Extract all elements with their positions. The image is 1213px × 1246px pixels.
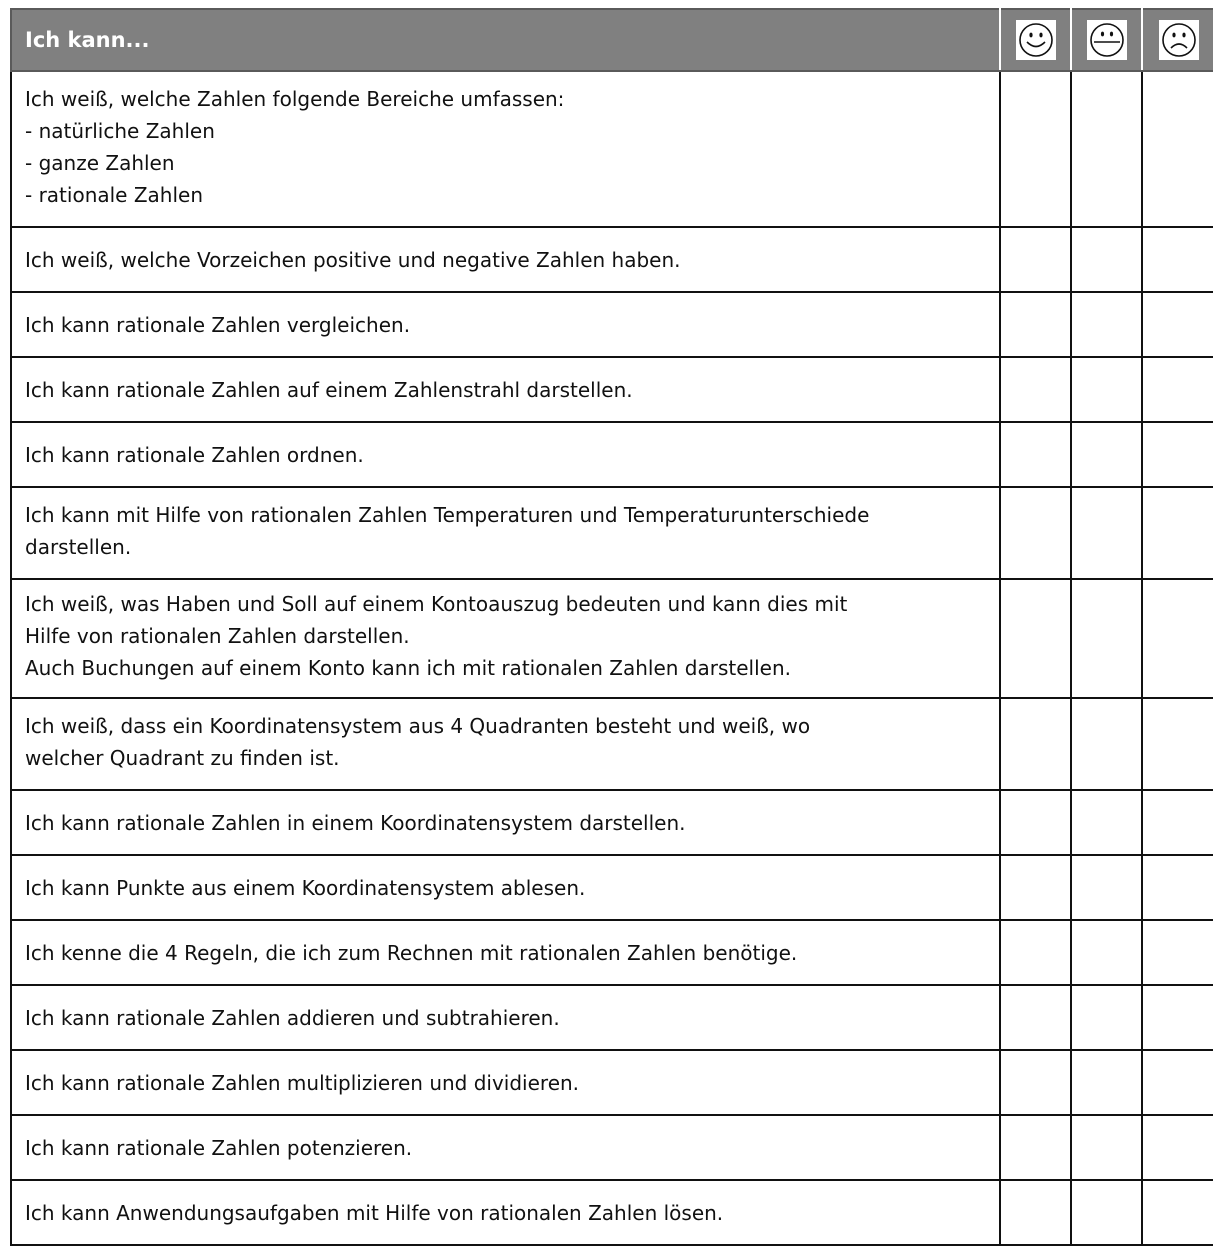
statement-cell xyxy=(11,357,1000,422)
rating-box-neutral[interactable] xyxy=(1071,790,1142,855)
table-row xyxy=(11,357,1213,422)
rating-box-sad[interactable] xyxy=(1142,71,1213,227)
table-row xyxy=(11,1115,1213,1180)
rating-column-happy xyxy=(1000,9,1071,71)
table-row xyxy=(11,71,1213,227)
rating-box-happy[interactable] xyxy=(1000,579,1071,698)
statement-line: Ich kann rationale Zahlen potenzieren. xyxy=(25,1135,413,1160)
statement-rows xyxy=(11,71,1213,1245)
rating-column-neutral xyxy=(1071,9,1142,71)
rating-box-neutral[interactable] xyxy=(1071,487,1142,579)
statement-cell xyxy=(11,579,1000,698)
self-assessment-table xyxy=(10,8,1213,1246)
rating-box-happy[interactable] xyxy=(1000,1115,1071,1180)
header-row xyxy=(11,9,1213,71)
statement-line: welcher Quadrant zu finden ist. xyxy=(25,745,340,770)
table-row xyxy=(11,855,1213,920)
table-row xyxy=(11,790,1213,855)
statement-line: Ich weiß, was Haben und Soll auf einem Kontoauszug bedeuten und kann dies mit xyxy=(25,592,848,616)
rating-box-neutral[interactable] xyxy=(1071,1180,1142,1245)
table-row xyxy=(11,227,1213,292)
statement-line: Ich kann rationale Zahlen ordnen. xyxy=(25,442,364,467)
statement-line: Ich weiß, welche Vorzeichen positive und negative Zahlen haben. xyxy=(25,247,681,272)
rating-box-neutral[interactable] xyxy=(1071,422,1142,487)
rating-box-sad[interactable] xyxy=(1142,1050,1213,1115)
rating-box-happy[interactable] xyxy=(1000,698,1071,790)
statement-cell xyxy=(11,855,1000,920)
rating-box-sad[interactable] xyxy=(1142,487,1213,579)
rating-box-happy[interactable] xyxy=(1000,292,1071,357)
statement-line: Ich weiß, dass ein Koordinatensystem aus 4 Quadranten besteht und weiß, wo xyxy=(25,713,811,738)
rating-box-sad[interactable] xyxy=(1142,422,1213,487)
statement-line: Ich kann rationale Zahlen auf einem Zahlenstrahl darstellen. xyxy=(25,377,633,402)
rating-box-neutral[interactable] xyxy=(1071,855,1142,920)
rating-box-sad[interactable] xyxy=(1142,698,1213,790)
statement-line: - rationale Zahlen xyxy=(25,182,204,207)
rating-box-neutral[interactable] xyxy=(1071,227,1142,292)
statement-cell xyxy=(11,1180,1000,1245)
statement-line: Ich weiß, welche Zahlen folgende Bereiche umfassen: xyxy=(25,86,565,111)
rating-box-sad[interactable] xyxy=(1142,855,1213,920)
table-row xyxy=(11,920,1213,985)
rating-box-happy[interactable] xyxy=(1000,71,1071,227)
rating-column-sad xyxy=(1142,9,1213,71)
table-row xyxy=(11,1180,1213,1245)
smiley-sad-icon xyxy=(1159,20,1199,60)
smiley-neutral-icon xyxy=(1087,20,1127,60)
statement-cell xyxy=(11,292,1000,357)
statement-cell xyxy=(11,1050,1000,1115)
rating-box-neutral[interactable] xyxy=(1071,71,1142,227)
statement-cell xyxy=(11,698,1000,790)
table-row xyxy=(11,698,1213,790)
rating-box-sad[interactable] xyxy=(1142,357,1213,422)
statement-cell xyxy=(11,985,1000,1050)
rating-box-neutral[interactable] xyxy=(1071,1115,1142,1180)
rating-box-sad[interactable] xyxy=(1142,579,1213,698)
statement-cell xyxy=(11,487,1000,579)
rating-box-happy[interactable] xyxy=(1000,1180,1071,1245)
rating-box-sad[interactable] xyxy=(1142,1115,1213,1180)
rating-box-neutral[interactable] xyxy=(1071,985,1142,1050)
statement-line: Ich kann rationale Zahlen addieren und subtrahieren. xyxy=(25,1005,560,1030)
table-row xyxy=(11,292,1213,357)
statement-line: - natürliche Zahlen xyxy=(25,118,215,143)
rating-box-neutral[interactable] xyxy=(1071,1050,1142,1115)
rating-box-happy[interactable] xyxy=(1000,790,1071,855)
statement-line: Ich kann mit Hilfe von rationalen Zahlen Temperaturen und Temperaturunterschiede xyxy=(25,502,870,527)
rating-box-sad[interactable] xyxy=(1142,790,1213,855)
rating-box-sad[interactable] xyxy=(1142,1180,1213,1245)
statement-line: Ich kann Punkte aus einem Koordinatensystem ablesen. xyxy=(25,875,586,900)
table-row xyxy=(11,1050,1213,1115)
rating-box-happy[interactable] xyxy=(1000,985,1071,1050)
table-row xyxy=(11,422,1213,487)
statement-cell xyxy=(11,790,1000,855)
statement-cell xyxy=(11,71,1000,227)
statement-line: Auch Buchungen auf einem Konto kann ich mit rationalen Zahlen darstellen. xyxy=(25,656,791,680)
rating-box-neutral[interactable] xyxy=(1071,698,1142,790)
rating-box-neutral[interactable] xyxy=(1071,579,1142,698)
statement-line: Ich kann rationale Zahlen vergleichen. xyxy=(25,312,411,337)
table-row xyxy=(11,985,1213,1050)
statement-line: darstellen. xyxy=(25,534,132,559)
rating-box-happy[interactable] xyxy=(1000,227,1071,292)
rating-box-sad[interactable] xyxy=(1142,985,1213,1050)
statement-line: Hilfe von rationalen Zahlen darstellen. xyxy=(25,624,410,648)
statement-line: Ich kann rationale Zahlen multiplizieren und dividieren. xyxy=(25,1070,580,1095)
statement-cell xyxy=(11,1115,1000,1180)
rating-box-neutral[interactable] xyxy=(1071,292,1142,357)
rating-box-happy[interactable] xyxy=(1000,422,1071,487)
statement-line: Ich kenne die 4 Regeln, die ich zum Rechnen mit rationalen Zahlen benötige. xyxy=(25,940,798,965)
rating-box-happy[interactable] xyxy=(1000,357,1071,422)
statement-line: - ganze Zahlen xyxy=(25,150,175,175)
self-assessment-sheet xyxy=(10,8,1213,1246)
rating-box-sad[interactable] xyxy=(1142,227,1213,292)
rating-box-sad[interactable] xyxy=(1142,920,1213,985)
rating-box-happy[interactable] xyxy=(1000,855,1071,920)
rating-box-happy[interactable] xyxy=(1000,487,1071,579)
rating-box-happy[interactable] xyxy=(1000,1050,1071,1115)
rating-box-neutral[interactable] xyxy=(1071,357,1142,422)
statement-cell xyxy=(11,227,1000,292)
smiley-happy-icon xyxy=(1016,20,1056,60)
statement-line: Ich kann Anwendungsaufgaben mit Hilfe von rationalen Zahlen lösen. xyxy=(25,1200,724,1225)
rating-box-sad[interactable] xyxy=(1142,292,1213,357)
statement-cell xyxy=(11,920,1000,985)
table-row xyxy=(11,579,1213,698)
rating-box-happy[interactable] xyxy=(1000,920,1071,985)
table-title: Ich kann... xyxy=(11,9,1000,71)
rating-box-neutral[interactable] xyxy=(1071,920,1142,985)
statement-line: Ich kann rationale Zahlen in einem Koordinatensystem darstellen. xyxy=(25,810,686,835)
table-row xyxy=(11,487,1213,579)
statement-cell xyxy=(11,422,1000,487)
